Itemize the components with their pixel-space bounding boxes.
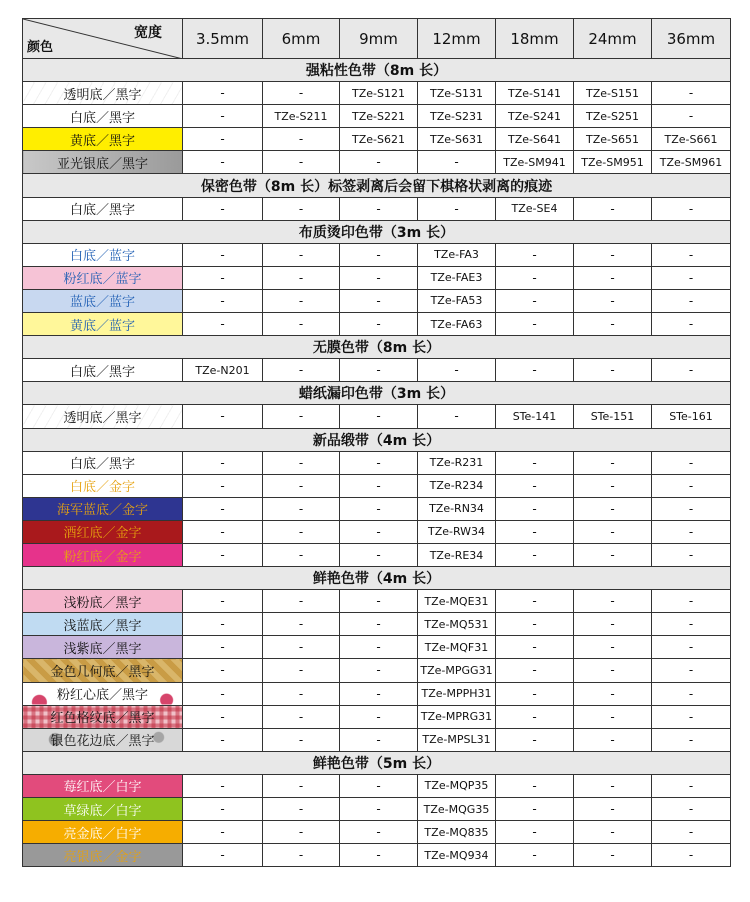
empty-cell: - bbox=[263, 151, 340, 174]
table-row bbox=[23, 728, 731, 751]
empty-cell: - bbox=[183, 82, 263, 105]
model-number-cell: TZe-S211 bbox=[263, 105, 340, 128]
empty-cell: - bbox=[183, 774, 263, 797]
table-row bbox=[23, 128, 731, 151]
empty-cell: - bbox=[340, 682, 418, 705]
model-number-cell: TZe-FA63 bbox=[418, 313, 496, 336]
table-row bbox=[23, 313, 731, 336]
empty-cell: - bbox=[652, 451, 731, 474]
empty-cell: - bbox=[496, 313, 574, 336]
empty-cell: - bbox=[340, 313, 418, 336]
empty-cell: - bbox=[263, 451, 340, 474]
empty-cell: - bbox=[652, 289, 731, 312]
model-number-cell: TZe-FA3 bbox=[418, 243, 496, 266]
model-number-cell: TZe-FAE3 bbox=[418, 266, 496, 289]
section-title: 鲜艳色带（4m 长） bbox=[23, 567, 731, 590]
section-header-row bbox=[23, 428, 731, 451]
empty-cell: - bbox=[652, 105, 731, 128]
tape-color-label: 蓝底／蓝字 bbox=[23, 289, 183, 312]
empty-cell: - bbox=[183, 243, 263, 266]
empty-cell: - bbox=[340, 266, 418, 289]
empty-cell: - bbox=[652, 590, 731, 613]
model-number-cell: TZe-S661 bbox=[652, 128, 731, 151]
model-number-cell: TZe-S221 bbox=[340, 105, 418, 128]
model-number-cell: TZe-MQP35 bbox=[418, 774, 496, 797]
table-row bbox=[23, 405, 731, 428]
empty-cell: - bbox=[263, 821, 340, 844]
model-number-cell: TZe-S631 bbox=[418, 128, 496, 151]
empty-cell: - bbox=[263, 636, 340, 659]
empty-cell: - bbox=[263, 128, 340, 151]
size-header: 6mm bbox=[263, 19, 340, 59]
empty-cell: - bbox=[340, 659, 418, 682]
empty-cell: - bbox=[183, 613, 263, 636]
empty-cell: - bbox=[263, 774, 340, 797]
empty-cell: - bbox=[340, 798, 418, 821]
empty-cell: - bbox=[652, 636, 731, 659]
empty-cell: - bbox=[340, 497, 418, 520]
model-number-cell: TZe-S241 bbox=[496, 105, 574, 128]
model-number-cell: TZe-MQ531 bbox=[418, 613, 496, 636]
empty-cell: - bbox=[574, 289, 652, 312]
tape-catalog-table bbox=[22, 18, 731, 867]
empty-cell: - bbox=[183, 705, 263, 728]
empty-cell: - bbox=[340, 243, 418, 266]
tape-color-label: 海军蓝底／金字 bbox=[23, 497, 183, 520]
tape-color-label: 亚光银底／黑字 bbox=[23, 151, 183, 174]
empty-cell: - bbox=[652, 359, 731, 382]
empty-cell: - bbox=[183, 474, 263, 497]
tape-color-label: 莓红底／白字 bbox=[23, 774, 183, 797]
table-row bbox=[23, 798, 731, 821]
tape-color-label: 粉红心底／黑字 bbox=[23, 682, 183, 705]
empty-cell: - bbox=[263, 266, 340, 289]
empty-cell: - bbox=[496, 682, 574, 705]
model-number-cell: TZe-S131 bbox=[418, 82, 496, 105]
empty-cell: - bbox=[496, 798, 574, 821]
model-number-cell: TZe-SM941 bbox=[496, 151, 574, 174]
empty-cell: - bbox=[418, 359, 496, 382]
model-number-cell: TZe-RN34 bbox=[418, 497, 496, 520]
model-number-cell: TZe-S651 bbox=[574, 128, 652, 151]
empty-cell: - bbox=[263, 798, 340, 821]
empty-cell: - bbox=[263, 474, 340, 497]
model-number-cell: TZe-MPPH31 bbox=[418, 682, 496, 705]
empty-cell: - bbox=[340, 451, 418, 474]
empty-cell: - bbox=[183, 659, 263, 682]
tape-color-label: 白底／黑字 bbox=[23, 105, 183, 128]
section-title: 新品缎带（4m 长） bbox=[23, 428, 731, 451]
empty-cell: - bbox=[652, 313, 731, 336]
size-header: 24mm bbox=[574, 19, 652, 59]
corner-width-label: 宽度 bbox=[134, 25, 162, 41]
table-row bbox=[23, 659, 731, 682]
empty-cell: - bbox=[574, 774, 652, 797]
empty-cell: - bbox=[263, 359, 340, 382]
model-number-cell: TZe-S231 bbox=[418, 105, 496, 128]
empty-cell: - bbox=[183, 313, 263, 336]
empty-cell: - bbox=[263, 728, 340, 751]
empty-cell: - bbox=[183, 636, 263, 659]
empty-cell: - bbox=[574, 613, 652, 636]
empty-cell: - bbox=[263, 82, 340, 105]
model-number-cell: STe-161 bbox=[652, 405, 731, 428]
model-number-cell: TZe-SE4 bbox=[496, 197, 574, 220]
empty-cell: - bbox=[574, 243, 652, 266]
empty-cell: - bbox=[652, 82, 731, 105]
corner-color-label: 颜色 bbox=[27, 40, 54, 55]
size-header: 3.5mm bbox=[183, 19, 263, 59]
tape-color-label: 银色花边底／黑字 bbox=[23, 728, 183, 751]
empty-cell: - bbox=[496, 474, 574, 497]
empty-cell: - bbox=[496, 543, 574, 566]
empty-cell: - bbox=[574, 659, 652, 682]
empty-cell: - bbox=[652, 474, 731, 497]
model-number-cell: TZe-S251 bbox=[574, 105, 652, 128]
section-header-row bbox=[23, 751, 731, 774]
empty-cell: - bbox=[183, 151, 263, 174]
empty-cell: - bbox=[418, 151, 496, 174]
empty-cell: - bbox=[183, 197, 263, 220]
tape-color-label: 粉红底／金字 bbox=[23, 543, 183, 566]
empty-cell: - bbox=[496, 590, 574, 613]
empty-cell: - bbox=[496, 659, 574, 682]
empty-cell: - bbox=[652, 844, 731, 867]
table-body bbox=[23, 59, 731, 867]
section-title: 强粘性色带（8m 长） bbox=[23, 59, 731, 82]
empty-cell: - bbox=[340, 728, 418, 751]
empty-cell: - bbox=[263, 243, 340, 266]
empty-cell: - bbox=[496, 243, 574, 266]
table-row bbox=[23, 289, 731, 312]
model-number-cell: TZe-MPSL31 bbox=[418, 728, 496, 751]
empty-cell: - bbox=[263, 682, 340, 705]
empty-cell: - bbox=[340, 590, 418, 613]
table-row bbox=[23, 774, 731, 797]
empty-cell: - bbox=[574, 636, 652, 659]
table-row bbox=[23, 151, 731, 174]
empty-cell: - bbox=[574, 844, 652, 867]
empty-cell: - bbox=[418, 197, 496, 220]
tape-color-label: 白底／金字 bbox=[23, 474, 183, 497]
empty-cell: - bbox=[183, 405, 263, 428]
empty-cell: - bbox=[263, 197, 340, 220]
empty-cell: - bbox=[183, 543, 263, 566]
empty-cell: - bbox=[574, 705, 652, 728]
empty-cell: - bbox=[263, 289, 340, 312]
tape-color-label: 粉红底／蓝字 bbox=[23, 266, 183, 289]
empty-cell: - bbox=[652, 543, 731, 566]
empty-cell: - bbox=[183, 289, 263, 312]
model-number-cell: TZe-MQ835 bbox=[418, 821, 496, 844]
empty-cell: - bbox=[652, 798, 731, 821]
empty-cell: - bbox=[263, 844, 340, 867]
table-row bbox=[23, 682, 731, 705]
size-header: 18mm bbox=[496, 19, 574, 59]
model-number-cell: TZe-N201 bbox=[183, 359, 263, 382]
model-number-cell: TZe-R234 bbox=[418, 474, 496, 497]
empty-cell: - bbox=[574, 682, 652, 705]
table-row bbox=[23, 82, 731, 105]
model-number-cell: TZe-RW34 bbox=[418, 520, 496, 543]
empty-cell: - bbox=[183, 266, 263, 289]
corner-header-cell bbox=[23, 19, 183, 59]
section-title: 保密色带（8m 长）标签剥离后会留下棋格状剥离的痕迹 bbox=[23, 174, 731, 197]
empty-cell: - bbox=[418, 405, 496, 428]
table-row bbox=[23, 266, 731, 289]
empty-cell: - bbox=[652, 243, 731, 266]
empty-cell: - bbox=[574, 543, 652, 566]
empty-cell: - bbox=[574, 359, 652, 382]
empty-cell: - bbox=[496, 289, 574, 312]
empty-cell: - bbox=[340, 474, 418, 497]
tape-color-label: 透明底／黑字 bbox=[23, 82, 183, 105]
empty-cell: - bbox=[652, 497, 731, 520]
tape-color-label: 浅粉底／黑字 bbox=[23, 590, 183, 613]
empty-cell: - bbox=[574, 590, 652, 613]
model-number-cell: TZe-S151 bbox=[574, 82, 652, 105]
empty-cell: - bbox=[574, 474, 652, 497]
empty-cell: - bbox=[263, 543, 340, 566]
model-number-cell: TZe-MPRG31 bbox=[418, 705, 496, 728]
empty-cell: - bbox=[340, 520, 418, 543]
size-header: 12mm bbox=[418, 19, 496, 59]
section-header-row bbox=[23, 567, 731, 590]
table-row bbox=[23, 197, 731, 220]
empty-cell: - bbox=[183, 497, 263, 520]
empty-cell: - bbox=[183, 798, 263, 821]
empty-cell: - bbox=[340, 636, 418, 659]
empty-cell: - bbox=[340, 197, 418, 220]
tape-color-label: 红色格纹底／黑字 bbox=[23, 705, 183, 728]
empty-cell: - bbox=[574, 313, 652, 336]
empty-cell: - bbox=[652, 266, 731, 289]
empty-cell: - bbox=[496, 497, 574, 520]
empty-cell: - bbox=[183, 682, 263, 705]
tape-color-label: 白底／蓝字 bbox=[23, 243, 183, 266]
section-header-row bbox=[23, 174, 731, 197]
table-row bbox=[23, 543, 731, 566]
section-header-row bbox=[23, 59, 731, 82]
empty-cell: - bbox=[652, 659, 731, 682]
size-header: 36mm bbox=[652, 19, 731, 59]
empty-cell: - bbox=[183, 105, 263, 128]
empty-cell: - bbox=[496, 728, 574, 751]
empty-cell: - bbox=[183, 451, 263, 474]
tape-color-label: 白底／黑字 bbox=[23, 451, 183, 474]
table-row bbox=[23, 520, 731, 543]
empty-cell: - bbox=[574, 821, 652, 844]
tape-color-label: 黄底／黑字 bbox=[23, 128, 183, 151]
empty-cell: - bbox=[652, 728, 731, 751]
tape-color-label: 酒红底／金字 bbox=[23, 520, 183, 543]
table-row bbox=[23, 613, 731, 636]
model-number-cell: TZe-S641 bbox=[496, 128, 574, 151]
empty-cell: - bbox=[263, 405, 340, 428]
model-number-cell: TZe-MQG35 bbox=[418, 798, 496, 821]
tape-color-label: 黄底／蓝字 bbox=[23, 313, 183, 336]
empty-cell: - bbox=[574, 451, 652, 474]
empty-cell: - bbox=[496, 636, 574, 659]
section-title: 蜡纸漏印色带（3m 长） bbox=[23, 382, 731, 405]
empty-cell: - bbox=[263, 590, 340, 613]
section-title: 鲜艳色带（5m 长） bbox=[23, 751, 731, 774]
empty-cell: - bbox=[496, 451, 574, 474]
empty-cell: - bbox=[263, 497, 340, 520]
tape-color-label: 透明底／黑字 bbox=[23, 405, 183, 428]
empty-cell: - bbox=[652, 613, 731, 636]
empty-cell: - bbox=[340, 359, 418, 382]
empty-cell: - bbox=[496, 705, 574, 728]
empty-cell: - bbox=[496, 359, 574, 382]
empty-cell: - bbox=[496, 821, 574, 844]
section-header-row bbox=[23, 382, 731, 405]
empty-cell: - bbox=[183, 844, 263, 867]
tape-color-label: 白底／黑字 bbox=[23, 359, 183, 382]
empty-cell: - bbox=[183, 590, 263, 613]
empty-cell: - bbox=[340, 844, 418, 867]
tape-color-label: 浅紫底／黑字 bbox=[23, 636, 183, 659]
table-row bbox=[23, 359, 731, 382]
empty-cell: - bbox=[263, 520, 340, 543]
empty-cell: - bbox=[652, 197, 731, 220]
empty-cell: - bbox=[652, 520, 731, 543]
empty-cell: - bbox=[263, 313, 340, 336]
table-row bbox=[23, 451, 731, 474]
empty-cell: - bbox=[340, 151, 418, 174]
model-number-cell: TZe-SM961 bbox=[652, 151, 731, 174]
empty-cell: - bbox=[652, 821, 731, 844]
empty-cell: - bbox=[574, 728, 652, 751]
model-number-cell: TZe-MQE31 bbox=[418, 590, 496, 613]
model-number-cell: TZe-FA53 bbox=[418, 289, 496, 312]
table-row bbox=[23, 590, 731, 613]
empty-cell: - bbox=[496, 774, 574, 797]
empty-cell: - bbox=[340, 821, 418, 844]
empty-cell: - bbox=[263, 659, 340, 682]
model-number-cell: TZe-S621 bbox=[340, 128, 418, 151]
table-row bbox=[23, 705, 731, 728]
empty-cell: - bbox=[574, 266, 652, 289]
empty-cell: - bbox=[574, 497, 652, 520]
section-header-row bbox=[23, 220, 731, 243]
model-number-cell: TZe-R231 bbox=[418, 451, 496, 474]
table-row bbox=[23, 821, 731, 844]
empty-cell: - bbox=[574, 197, 652, 220]
empty-cell: - bbox=[496, 844, 574, 867]
model-number-cell: TZe-MQ934 bbox=[418, 844, 496, 867]
empty-cell: - bbox=[263, 705, 340, 728]
empty-cell: - bbox=[496, 520, 574, 543]
empty-cell: - bbox=[652, 705, 731, 728]
empty-cell: - bbox=[652, 682, 731, 705]
empty-cell: - bbox=[496, 613, 574, 636]
table-row bbox=[23, 105, 731, 128]
empty-cell: - bbox=[183, 821, 263, 844]
tape-color-label: 亮银底／金字 bbox=[23, 844, 183, 867]
table-row bbox=[23, 243, 731, 266]
tape-color-label: 草绿底／白字 bbox=[23, 798, 183, 821]
model-number-cell: TZe-S141 bbox=[496, 82, 574, 105]
model-number-cell: TZe-MQF31 bbox=[418, 636, 496, 659]
model-number-cell: TZe-S121 bbox=[340, 82, 418, 105]
header-row bbox=[23, 19, 731, 59]
model-number-cell: TZe-RE34 bbox=[418, 543, 496, 566]
empty-cell: - bbox=[340, 543, 418, 566]
model-number-cell: TZe-SM951 bbox=[574, 151, 652, 174]
table-row bbox=[23, 497, 731, 520]
empty-cell: - bbox=[652, 774, 731, 797]
tape-color-label: 亮金底／白字 bbox=[23, 821, 183, 844]
empty-cell: - bbox=[340, 289, 418, 312]
empty-cell: - bbox=[496, 266, 574, 289]
empty-cell: - bbox=[340, 613, 418, 636]
size-header: 9mm bbox=[340, 19, 418, 59]
empty-cell: - bbox=[574, 798, 652, 821]
empty-cell: - bbox=[183, 520, 263, 543]
empty-cell: - bbox=[340, 705, 418, 728]
table-row bbox=[23, 474, 731, 497]
model-number-cell: STe-151 bbox=[574, 405, 652, 428]
tape-color-label: 浅蓝底／黑字 bbox=[23, 613, 183, 636]
tape-color-label: 白底／黑字 bbox=[23, 197, 183, 220]
empty-cell: - bbox=[263, 613, 340, 636]
section-header-row bbox=[23, 336, 731, 359]
empty-cell: - bbox=[183, 728, 263, 751]
section-title: 无膜色带（8m 长） bbox=[23, 336, 731, 359]
empty-cell: - bbox=[574, 520, 652, 543]
model-number-cell: STe-141 bbox=[496, 405, 574, 428]
empty-cell: - bbox=[340, 405, 418, 428]
table-row bbox=[23, 636, 731, 659]
tape-color-label: 金色几何底／黑字 bbox=[23, 659, 183, 682]
empty-cell: - bbox=[340, 774, 418, 797]
section-title: 布质烫印色带（3m 长） bbox=[23, 220, 731, 243]
model-number-cell: TZe-MPGG31 bbox=[418, 659, 496, 682]
table-row bbox=[23, 844, 731, 867]
empty-cell: - bbox=[183, 128, 263, 151]
